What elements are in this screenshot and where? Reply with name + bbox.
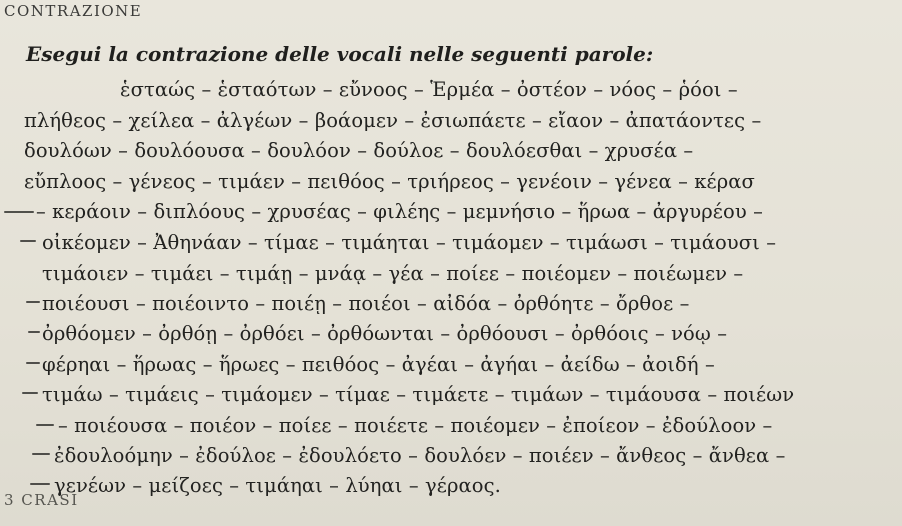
margin-pencil-mark [26,301,40,303]
section-title: CONTRAZIONE [4,2,143,20]
word-line-7: τιμάοιεν – τιμάει – τιμάῃ – μνάᾳ – γέα – ποίεε – ποιέομεν – ποιέωμεν – [42,262,744,285]
word-line-10: φέρηαι – ἥρωας – ἥρωες – πειθόος – ἀγέαι – ἀγήαι – ἀείδω – ἀοιδή – [42,353,715,376]
word-line-14: γενέων – μείζοες – τιμάηαι – λύηαι – γέραος. [54,474,501,497]
word-line-6: οἰκέομεν – Ἀθηνάαν – τίμαε – τιμάηται – τιμάομεν – τιμάωσι – τιμάουσι – [42,231,777,254]
word-line-9: ὀρθόομεν – ὀρθόῃ – ὀρθόει – ὀρθόωνται – ὀρθόουσι – ὀρθόοις – νόῳ – [42,322,728,345]
margin-pencil-mark [30,483,50,485]
word-line-12: – ποιέουσα – ποιέον – ποίεε – ποιέετε – ποιέομεν – ἐποίεον – ἐδούλοον – [58,414,773,437]
margin-pencil-mark [32,453,50,455]
next-section-title: 3 CRASI [4,491,79,509]
margin-pencil-mark [36,424,54,426]
word-line-8: ποιέουσι – ποιέοιντο – ποιέῃ – ποιέοι – αἰδόα – ὀρθόητε – ὄρθοε – [42,292,690,315]
word-line-1: ἑσταώς – ἑσταότων – εὔνοος – Ἑρμέα – ὀστέον – νόος – ῥόοι – [120,78,738,101]
margin-pencil-mark [26,362,40,364]
word-line-4: εὔπλοος – γένεος – τιμάεν – πειθόος – τριήρεος – γενέοιν – γένεα – κέρασ [24,170,755,193]
margin-pencil-mark [4,211,34,213]
word-line-5: – κεράοιν – διπλόους – χρυσέας – φιλέης – μεμνήσιο – ἥρωα – ἀργυρέου – [36,200,763,223]
word-line-2: πλήθεος – χείλεα – ἀλγέων – βοάομεν – ἐσιωπάετε – εἴαον – ἀπατάοντες – [24,109,762,132]
margin-pencil-mark [22,392,38,394]
word-line-13: ἐδουλοόμην – ἐδούλοε – ἐδουλόετο – δουλόεν – ποιέεν – ἄνθεος – ἄνθεα – [54,444,786,467]
margin-pencil-mark [20,240,36,242]
word-line-3: δουλόων – δουλόουσα – δουλόον – δούλοε – δουλόεσθαι – χρυσέα – [24,139,694,162]
exercise-instruction: Esegui la contrazione delle vocali nelle seguenti parole: [26,42,654,66]
margin-pencil-mark [28,331,40,333]
word-line-11: τιμάω – τιμάεις – τιμάομεν – τίμαε – τιμάετε – τιμάων – τιμάουσα – ποιέων [42,383,795,406]
